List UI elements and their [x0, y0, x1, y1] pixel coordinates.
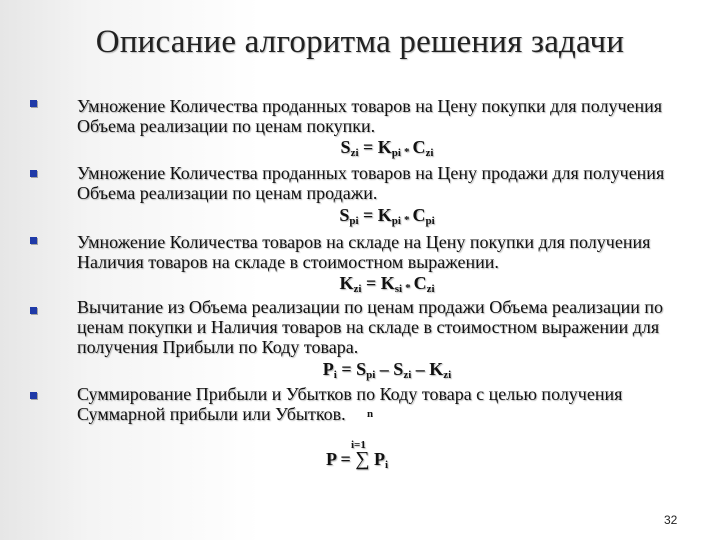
- sum-formula-limits: i=1: [351, 439, 366, 451]
- formula-4-op: –: [379, 359, 389, 379]
- bullet-icon: [30, 100, 37, 107]
- formula-1-b: C: [412, 137, 426, 157]
- formula-3-b: C: [413, 273, 427, 293]
- formula-3: [77, 273, 697, 299]
- formula-2-eq: =: [358, 205, 378, 225]
- formula-2-lhs: S: [339, 205, 350, 225]
- sigma-icon: ∑: [355, 448, 370, 470]
- formula-1-a: K: [377, 137, 392, 157]
- formula-4-a: S: [356, 359, 367, 379]
- bullet-icon: [30, 170, 37, 177]
- formula-3-a: K: [380, 273, 395, 293]
- sum-formula: [326, 439, 389, 471]
- formula-4-op2: –: [415, 359, 425, 379]
- formula-4-c-sub: zi: [443, 369, 452, 381]
- formula-2: [77, 205, 697, 231]
- formula-3-a-sub: si: [394, 283, 403, 295]
- formula-2-op: *: [403, 214, 410, 226]
- formula-1-b-sub: zi: [425, 147, 434, 159]
- page-number: 32: [664, 513, 678, 527]
- bullet-icon: [30, 237, 37, 244]
- formula-1-lhs-sub: zi: [350, 147, 359, 159]
- formula-2-a-sub: pi: [391, 215, 401, 227]
- formula-1: [77, 137, 697, 163]
- sum-formula-term-sub: i: [385, 459, 389, 471]
- sum-formula-eq: =: [336, 449, 356, 469]
- formula-4-b: S: [393, 359, 404, 379]
- formula-1-a-sub: pi: [391, 147, 401, 159]
- bullet-icon: [30, 392, 37, 399]
- paragraph-3: Умножение Количества товаров на складе на Цену покупки для получения Наличия товаров на складе в стоимостном выражении.: [77, 232, 651, 272]
- sum-formula-lhs: P: [326, 449, 337, 469]
- paragraph-1: Умножение Количества проданных товаров на Цену покупки для получения Объема реализации по ценам покупки.: [77, 96, 663, 136]
- paragraph-2: Умножение Количества проданных товаров на Цену продажи для получения Объема реализации по ценам продажи.: [77, 163, 665, 203]
- formula-4-lhs-sub: i: [333, 369, 337, 381]
- formula-4: [77, 359, 697, 385]
- formula-3-lhs-sub: zi: [353, 283, 362, 295]
- sum-formula-term: P: [374, 449, 386, 469]
- formula-3-op: *: [405, 282, 411, 294]
- sum-formula-upper-limit: n: [367, 408, 374, 420]
- formula-3-b-sub: zi: [426, 283, 435, 295]
- bullet-icon: [30, 307, 37, 314]
- paragraph-5: Суммирование Прибыли и Убытков по Коду товара с целью получения Суммарной прибыли или Убытков.: [77, 384, 623, 424]
- page-title: Описание алгоритма решения задачи: [95, 24, 625, 60]
- formula-4-c: K: [429, 359, 444, 379]
- formula-2-lhs-sub: pi: [349, 215, 359, 227]
- formula-1-eq: =: [358, 137, 378, 157]
- formula-3-eq: =: [361, 273, 381, 293]
- formula-1-op: *: [403, 146, 410, 158]
- formula-4-b-sub: zi: [403, 369, 412, 381]
- formula-4-lhs: P: [322, 359, 334, 379]
- formula-4-a-sub: pi: [366, 369, 376, 381]
- formula-2-b: C: [412, 205, 426, 225]
- formula-1-lhs: S: [340, 137, 351, 157]
- formula-2-b-sub: pi: [425, 215, 435, 227]
- formula-4-eq: =: [336, 359, 357, 379]
- formula-3-lhs: K: [339, 273, 354, 293]
- formula-2-a: K: [377, 205, 392, 225]
- paragraph-4: Вычитание из Объема реализации по ценам продажи Объема реализации по ценам покупки и Наличия товаров на складе в стоимостном выражении для получения Прибыли по Коду товара.: [77, 297, 664, 357]
